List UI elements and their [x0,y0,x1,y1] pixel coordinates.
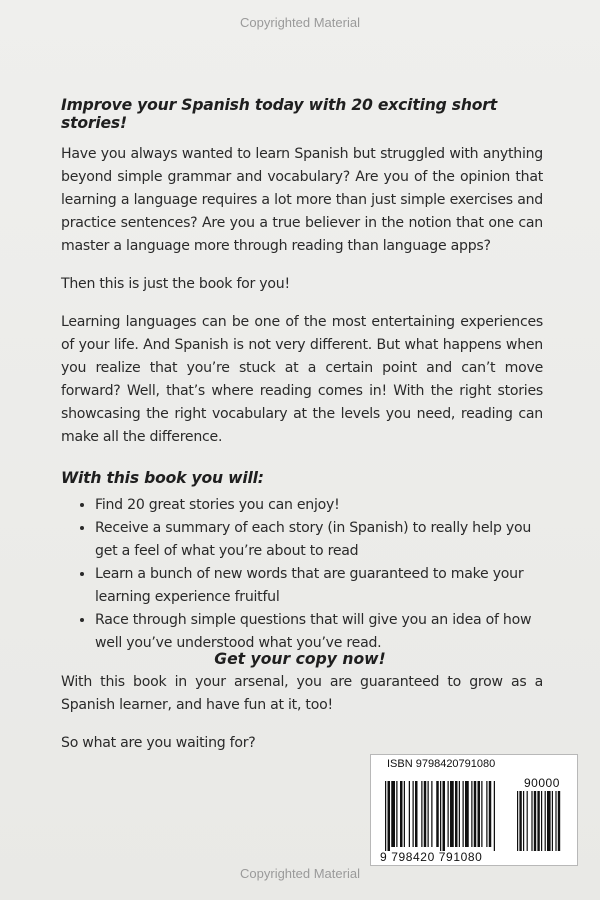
barcode-bar [481,781,482,847]
call-to-action: Get your copy now! [214,650,386,668]
isbn-label: ISBN 9798420791080 [387,758,496,770]
barcode-bar [391,781,395,847]
paragraph-question: So what are you waiting for? [61,735,256,751]
paragraph-intro: Have you always wanted to learn Spanish but struggled with anything beyond simple grammar and vocabulary? Are you of the opinion that learning a language requires a lot more than just simple exercises and practice sentences? Are you a true believer in the notion that one can master a language more through reading than language apps? [61,146,543,254]
isbn-barcode [370,754,578,866]
barcode-bar [489,781,492,847]
cover-text [61,96,543,770]
addon-bar [534,791,536,851]
watermark-top: Copyrighted Material [240,15,360,30]
paragraph-closing: With this book in your arsenal, you are guaranteed to grow as a Spanish learner, and have fun at it, too! [61,674,543,713]
barcode-bar [471,781,472,847]
barcode-bar [400,781,403,847]
barcode-bar [455,781,458,847]
list-item: • Find 20 great stories you can enjoy! [95,494,543,517]
addon-bar [558,791,560,851]
barcode-bar [413,781,414,847]
price-code: 90000 [524,776,560,790]
barcode-bar [404,781,405,847]
addon-bar [552,791,553,851]
addon-bar [537,791,539,851]
benefits-heading: With this book you will: [61,469,264,487]
barcode-bar [440,781,441,851]
barcode-bar [388,781,391,851]
ean-digits: 9 798420 791080 [380,850,483,864]
barcode-bar [450,781,454,847]
barcode-bar [448,781,449,847]
barcode-bar [421,781,422,847]
addon-bar [541,791,542,851]
barcode-bar [486,781,487,847]
list-item: • Race through simple questions that will give you an idea of how well you’ve understood what you’ve read. [95,609,543,655]
barcode-bar [474,781,477,847]
barcode-bar [494,781,495,851]
paragraph-pitch: Then this is just the book for you! [61,276,290,292]
addon-bar [519,791,521,851]
headline: Improve your Spanish today with 20 exciting short stories! [61,96,498,132]
barcode-bar [415,781,418,847]
barcode-bar [436,781,439,847]
barcode-bar [396,781,397,847]
addon-bar [517,791,518,851]
barcode-bar [409,781,410,847]
benefits-list [61,494,543,655]
barcode-bar [463,781,464,847]
list-item: • Learn a bunch of new words that are guaranteed to make your learning experience fruitful [95,563,543,609]
list-item: • Receive a summary of each story (in Spanish) to really help you get a feel of what you’re about to read [95,517,543,563]
barcode-bar [424,781,427,847]
barcode-bar [385,781,386,851]
barcode-bar [459,781,460,847]
paragraph-learning: Learning languages can be one of the most entertaining experiences of your life. And Spanish is not very different. But what happens when you realize that you’re stuck at a certain point and can’t move forward? Well, that’s where reading comes in! With the right stories showcasing the right vocabulary at the levels you need, reading can make all the difference. [61,314,543,445]
barcode-bar [428,781,429,847]
barcode-bar [478,781,481,847]
addon-bar [555,791,556,851]
barcode-bar [465,781,469,847]
addon-bar [523,791,524,851]
barcode-bar [443,781,446,851]
addon-bar [531,791,532,851]
addon-bar [527,791,528,851]
watermark-bottom: Copyrighted Material [240,866,360,881]
addon-bar [547,791,551,851]
barcode-bar [431,781,432,847]
addon-bar [545,791,546,851]
